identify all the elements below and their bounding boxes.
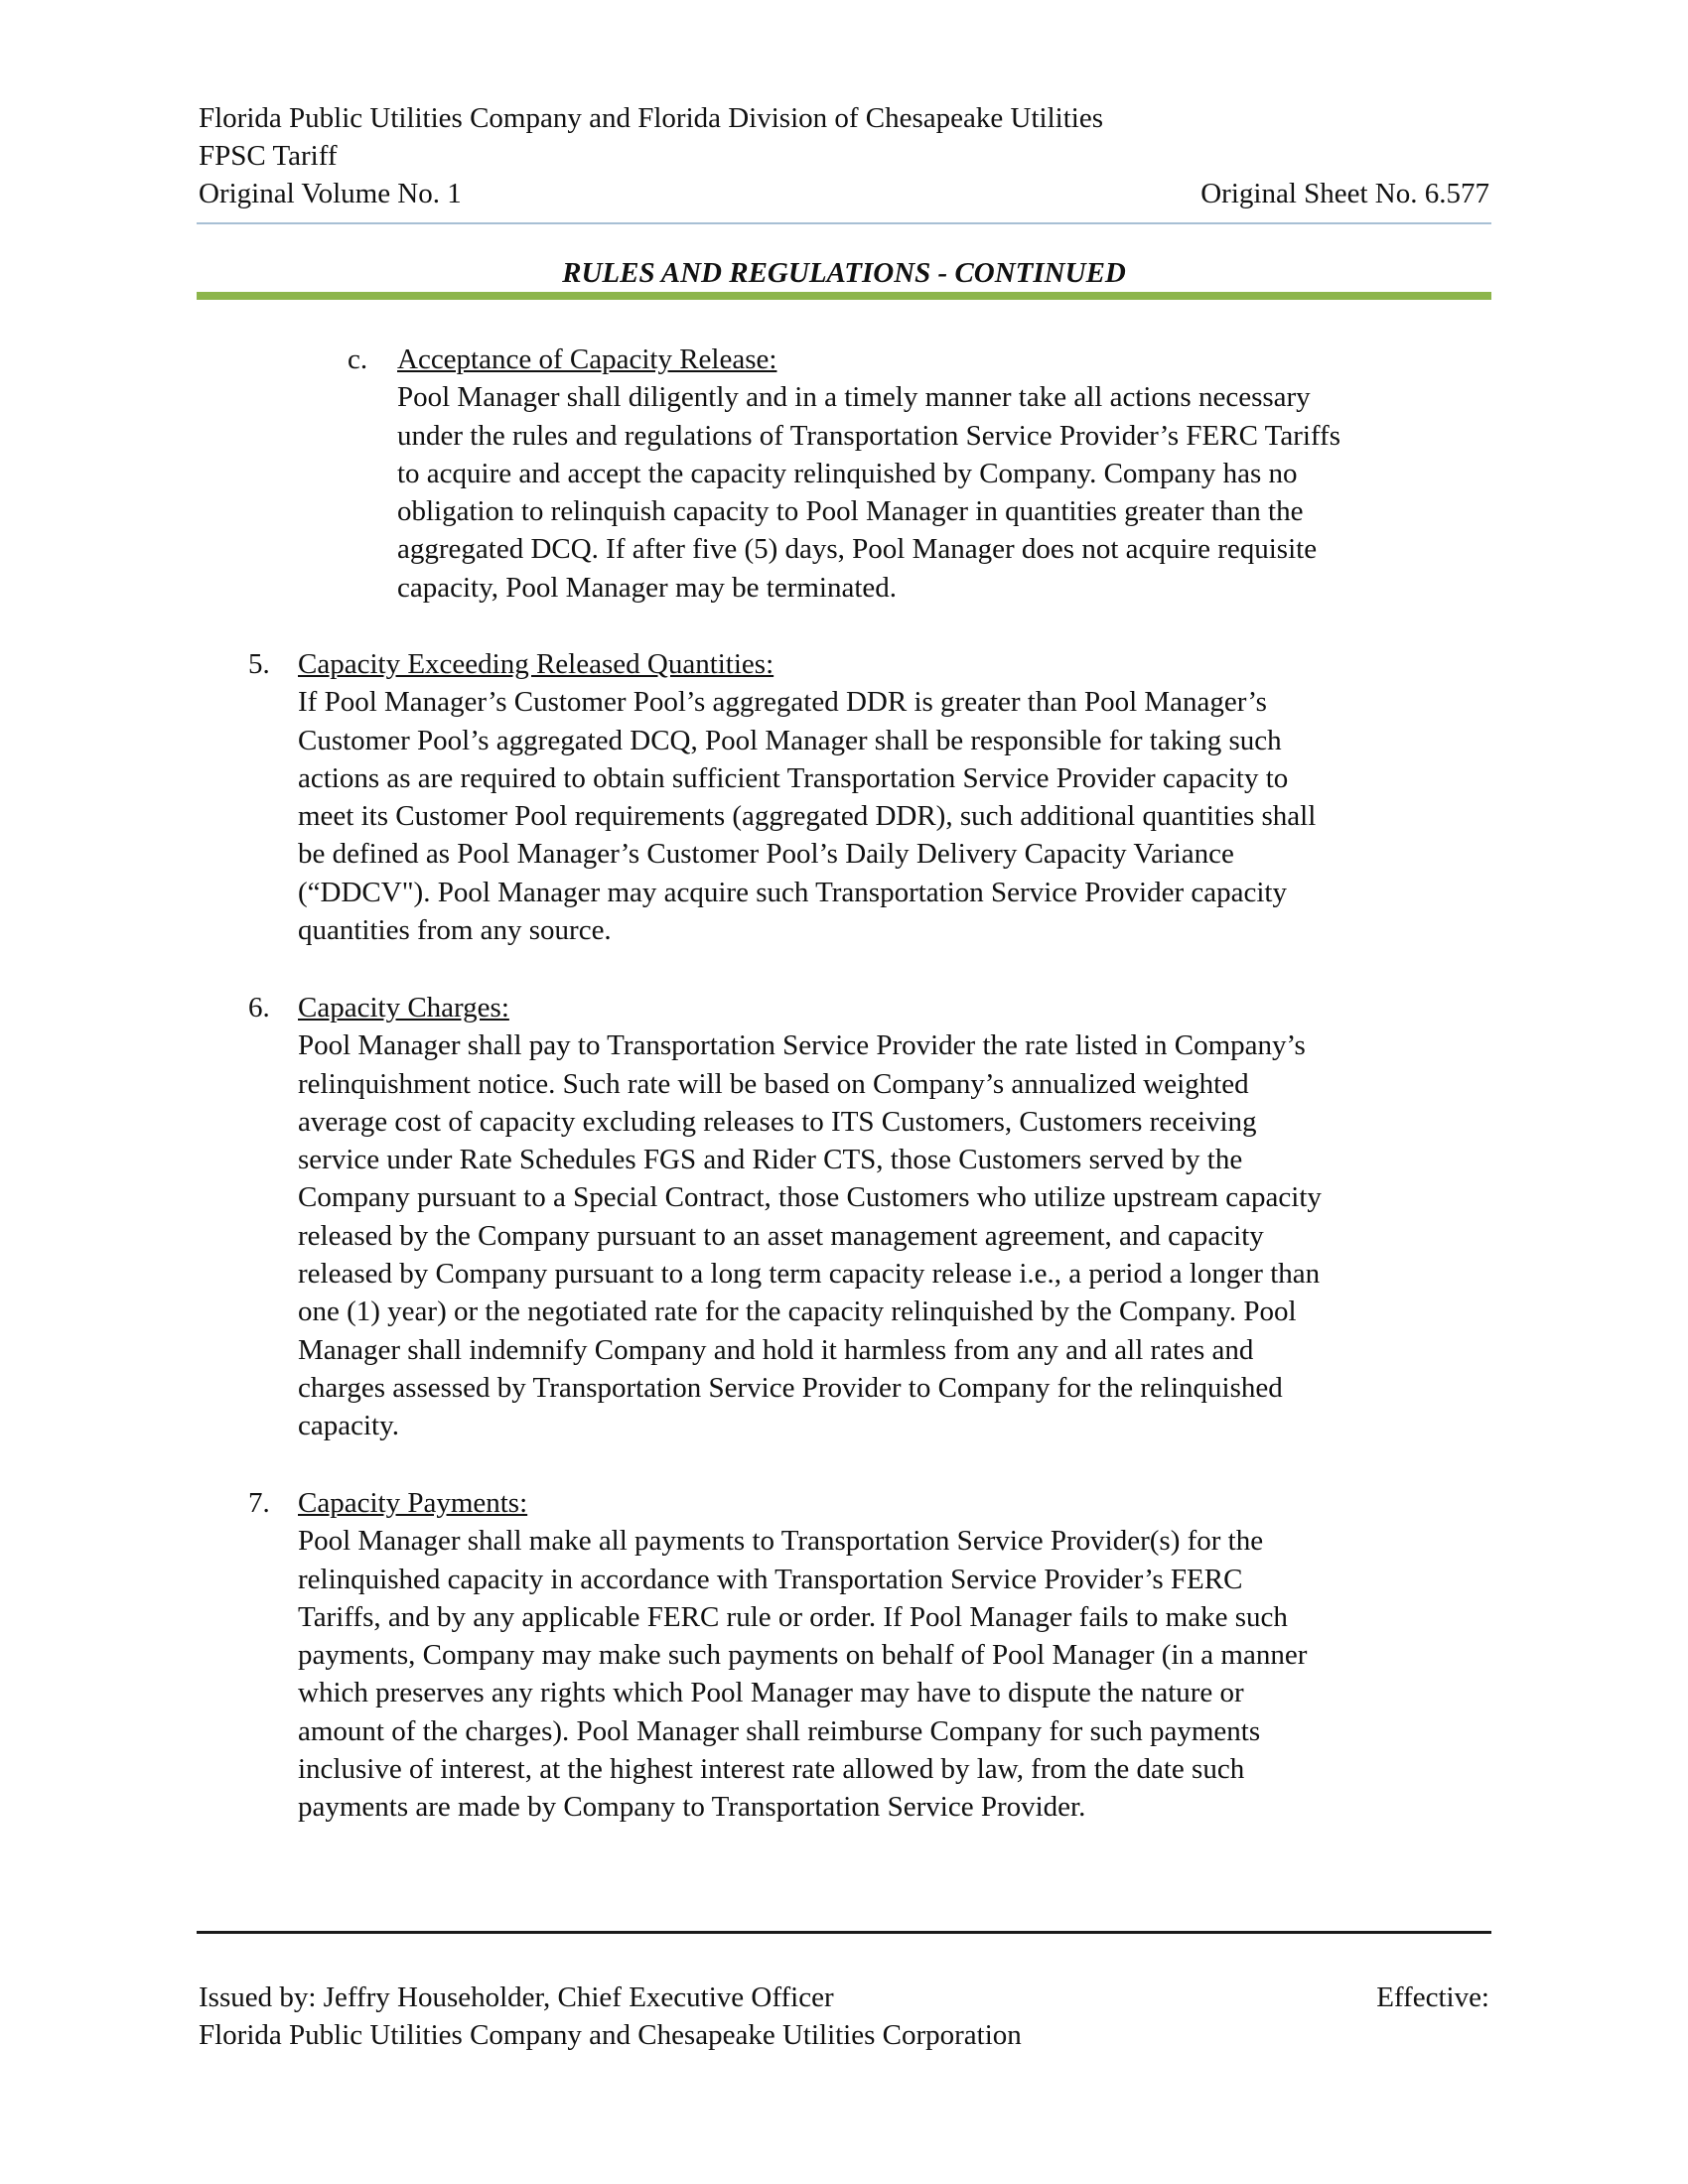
body-line: inclusive of interest, at the highest interest rate allowed by law, from the date such <box>298 1753 1245 1786</box>
body-line: Company pursuant to a Special Contract, those Customers who utilize upstream capacity <box>298 1181 1322 1214</box>
body-line: be defined as Pool Manager’s Customer Pool’s Daily Delivery Capacity Variance <box>298 838 1234 871</box>
body-line: under the rules and regulations of Transportation Service Provider’s FERC Tariffs <box>397 419 1341 452</box>
header-volume: Original Volume No. 1 <box>199 178 462 209</box>
body-line: payments are made by Company to Transportation Service Provider. <box>298 1791 1086 1824</box>
body-line: actions as are required to obtain sufficient Transportation Service Provider capacity to <box>298 761 1289 794</box>
body-line: quantities from any source. <box>298 914 612 947</box>
body-line: Customer Pool’s aggregated DCQ, Pool Manager shall be responsible for taking such <box>298 724 1282 756</box>
footer-corporation: Florida Public Utilities Company and Chesapeake Utilities Corporation <box>199 2019 1022 2051</box>
body-line: which preserves any rights which Pool Manager may have to dispute the nature or <box>298 1677 1244 1709</box>
section-7-capacity-payments <box>248 1484 1499 1827</box>
body-line: (“DDCV"). Pool Manager may acquire such Transportation Service Provider capacity <box>298 876 1287 908</box>
body-line: relinquished capacity in accordance with Transportation Service Provider’s FERC <box>298 1563 1243 1595</box>
body-line: amount of the charges). Pool Manager shall reimburse Company for such payments <box>298 1714 1261 1747</box>
body-line: released by the Company pursuant to an asset management agreement, and capacity <box>298 1219 1264 1252</box>
footer-issued-row <box>199 1979 1489 2016</box>
section-heading: Acceptance of Capacity Release: <box>397 343 777 375</box>
body-line: Pool Manager shall pay to Transportation Service Provider the rate listed in Company’s <box>298 1029 1306 1062</box>
header-tariff: FPSC Tariff <box>199 140 338 172</box>
body-line: charges assessed by Transportation Service Provider to Company for the relinquished <box>298 1371 1283 1404</box>
body-line: average cost of capacity excluding releases to ITS Customers, Customers receiving <box>298 1105 1257 1138</box>
section-heading: Capacity Payments: <box>298 1487 528 1519</box>
body-line: Pool Manager shall diligently and in a timely manner take all actions necessary <box>397 381 1311 414</box>
body-line: Pool Manager shall make all payments to Transportation Service Provider(s) for the <box>298 1525 1264 1558</box>
section-marker: 6. <box>248 992 270 1024</box>
header-volume-sheet-row <box>199 175 1489 212</box>
section-marker: 5. <box>248 648 270 680</box>
header-sheet-number: Original Sheet No. 6.577 <box>1200 178 1489 209</box>
body-line: one (1) year) or the negotiated rate for the capacity relinquished by the Company. Pool <box>298 1296 1297 1328</box>
body-line: Tariffs, and by any applicable FERC rule or order. If Pool Manager fails to make such <box>298 1600 1288 1633</box>
body-line: capacity, Pool Manager may be terminated. <box>397 571 898 604</box>
body-line: relinquishment notice. Such rate will be based on Company’s annualized weighted <box>298 1067 1249 1100</box>
section-5-capacity-exceeding-released-quantities <box>248 645 1499 949</box>
section-heading: Capacity Charges: <box>298 992 509 1024</box>
section-body <box>298 1026 1499 1444</box>
section-marker: 7. <box>248 1487 270 1519</box>
section-6-capacity-charges <box>248 989 1499 1445</box>
body-line: aggregated DCQ. If after five (5) days, Pool Manager does not acquire requisite <box>397 533 1318 566</box>
section-body <box>298 1522 1499 1826</box>
section-c-acceptance-of-capacity-release <box>348 341 1499 607</box>
section-body <box>397 378 1499 607</box>
section-heading: Capacity Exceeding Released Quantities: <box>298 648 774 680</box>
footer-issued-by: Issued by: Jeffry Householder, Chief Executive Officer <box>199 1981 834 2013</box>
body-line: meet its Customer Pool requirements (aggregated DDR), such additional quantities shall <box>298 800 1317 833</box>
section-body <box>298 683 1499 949</box>
page-title: RULES AND REGULATIONS - CONTINUED <box>562 257 1126 289</box>
body-line: If Pool Manager’s Customer Pool’s aggregated DDR is greater than Pool Manager’s <box>298 686 1267 719</box>
title-divider <box>197 292 1491 300</box>
footer-effective: Effective: <box>1376 1981 1489 2013</box>
body-line: Manager shall indemnify Company and hold it harmless from any and all rates and <box>298 1333 1254 1366</box>
body-line: released by Company pursuant to a long term capacity release i.e., a period a longer than <box>298 1258 1321 1291</box>
body-line: payments, Company may make such payments on behalf of Pool Manager (in a manner <box>298 1639 1308 1672</box>
header-company: Florida Public Utilities Company and Florida Division of Chesapeake Utilities <box>199 102 1103 134</box>
footer-divider <box>197 1931 1491 1934</box>
body-line: to acquire and accept the capacity relinquished by Company. Company has no <box>397 457 1298 489</box>
body-line: obligation to relinquish capacity to Pool Manager in quantities greater than the <box>397 495 1304 528</box>
body-line: service under Rate Schedules FGS and Rider CTS, those Customers served by the <box>298 1144 1243 1176</box>
section-marker: c. <box>348 343 368 375</box>
body-line: capacity. <box>298 1410 399 1442</box>
header-divider <box>197 222 1491 224</box>
